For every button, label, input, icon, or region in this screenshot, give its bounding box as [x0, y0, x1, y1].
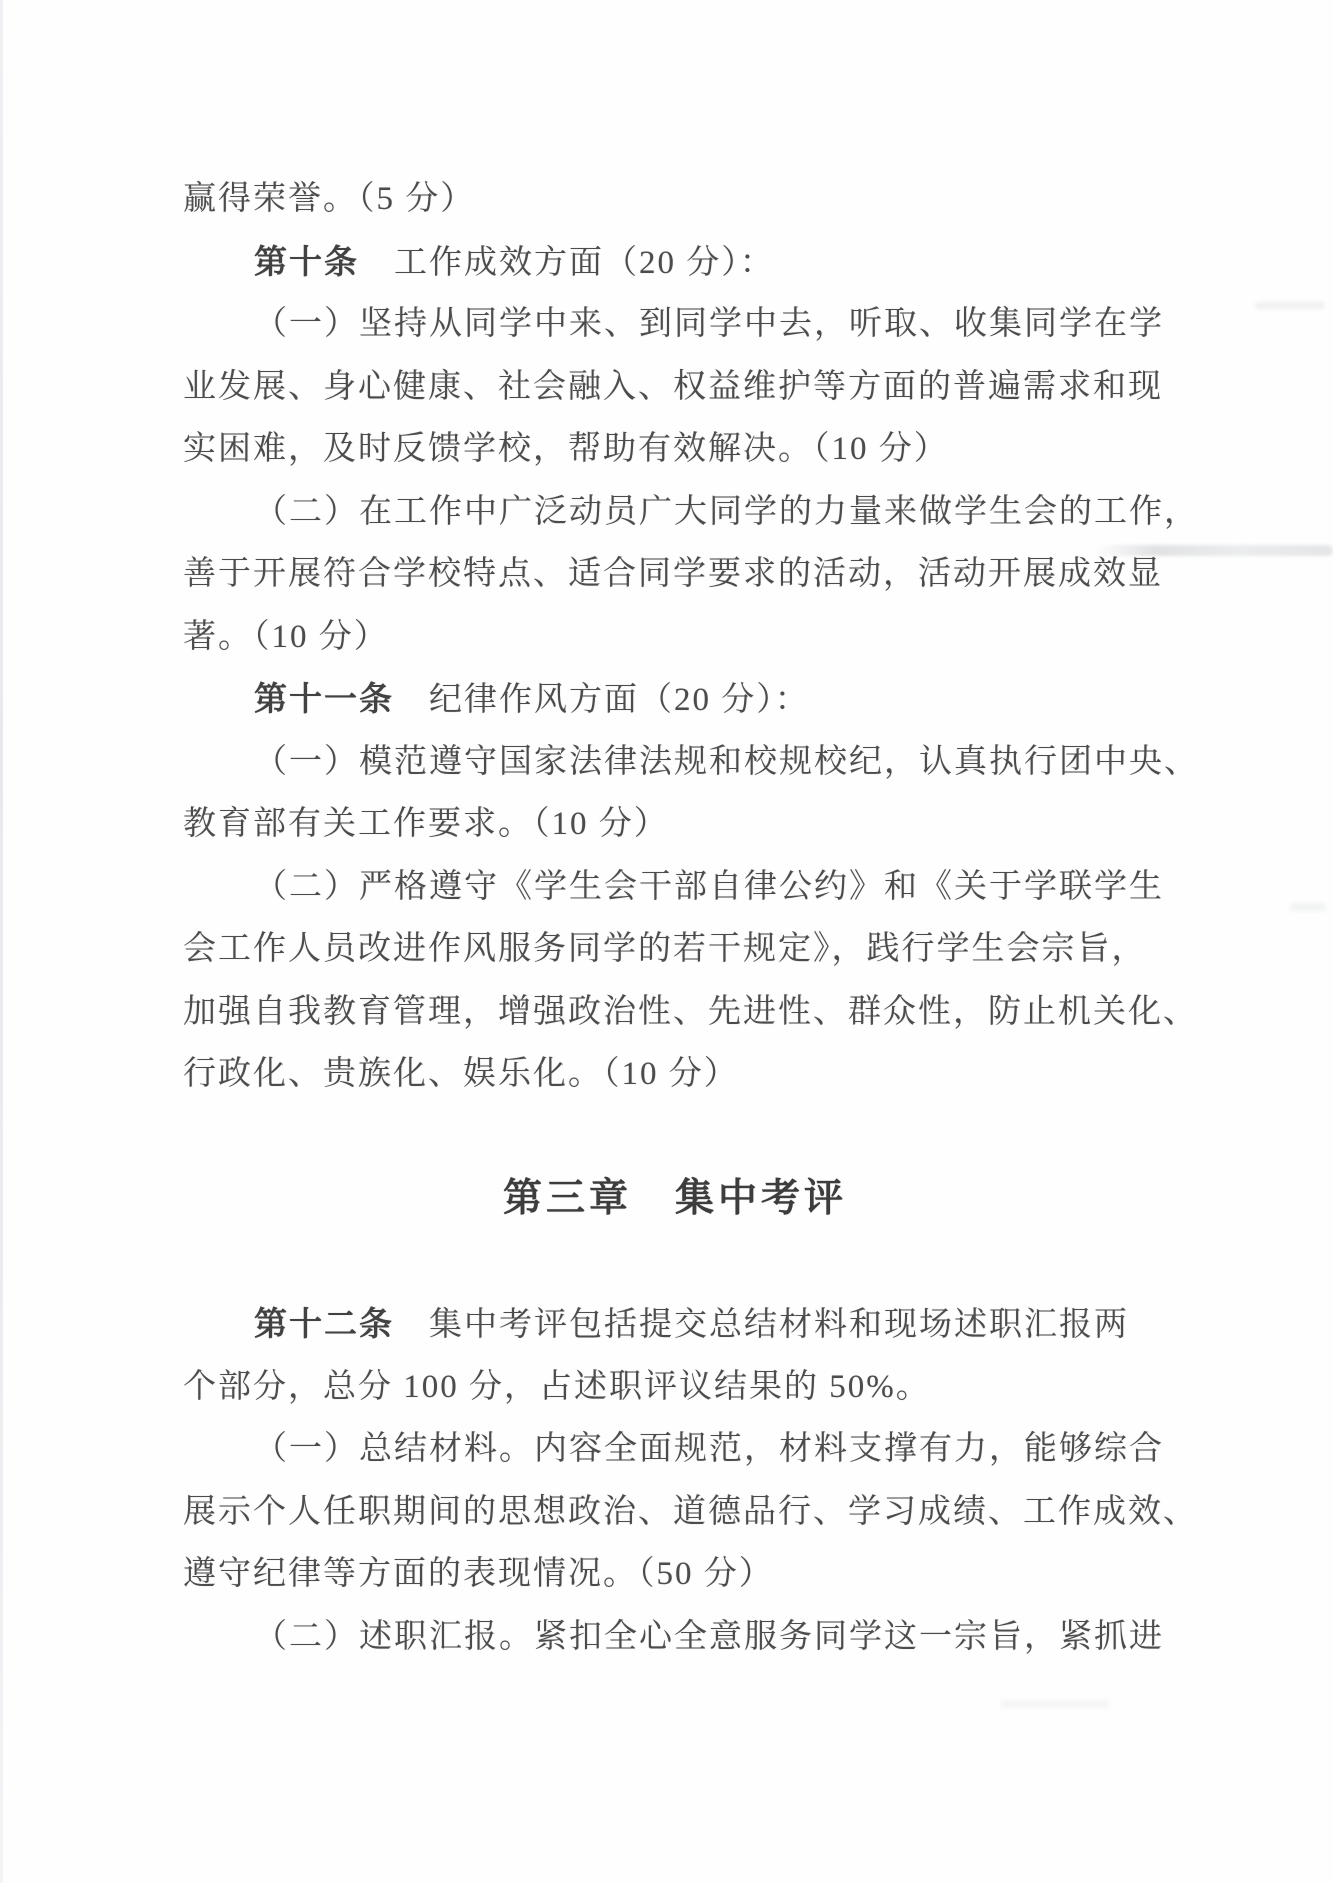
line-text: 业发展、身心健康、社会融入、权益维护等方面的普遍需求和现	[183, 368, 1163, 405]
line-text: （二）严格遵守《学生会干部自律公约》和《关于学联学生	[254, 868, 1164, 905]
line-text: 展示个人任职期间的思想政治、道德品行、学习成绩、工作成效、	[183, 1493, 1198, 1530]
text-line	[183, 1418, 1167, 1481]
text-line	[183, 1356, 1167, 1419]
text-line	[183, 418, 1167, 481]
text-line	[183, 481, 1199, 544]
line-text: （一）坚持从同学中来、到同学中去，听取、收集同学在学	[254, 306, 1164, 342]
text-line	[183, 356, 1167, 419]
line-text: 赢得荣誉。（5 分）	[183, 181, 476, 217]
text-line-article-12	[183, 1293, 1167, 1356]
line-text: 遵守纪律等方面的表现情况。（50 分）	[183, 1556, 774, 1592]
text-block	[183, 168, 1199, 1668]
line-text: 加强自我教育管理，增强政治性、先进性、群众性，防止机关化、	[183, 993, 1198, 1030]
line-text: 善于开展符合学校特点、适合同学要求的活动，活动开展成效显	[183, 556, 1163, 592]
text-line	[183, 793, 1167, 856]
text-line-article-11	[183, 668, 1167, 731]
text-line	[183, 1481, 1198, 1544]
line-text: 教育部有关工作要求。（10 分）	[183, 806, 669, 842]
text-line	[183, 856, 1167, 919]
line-text: 实困难，及时反馈学校，帮助有效解决。（10 分）	[183, 431, 949, 467]
article-number: 第十二条	[254, 1305, 394, 1342]
line-text: （一）模范遵守国家法律法规和校规校纪，认真执行团中央、	[254, 743, 1199, 780]
article-number: 第十一条	[254, 680, 394, 717]
scan-smudge-artifact	[1290, 903, 1326, 911]
text-line	[183, 731, 1199, 794]
article-number: 第十条	[254, 242, 359, 280]
scan-smudge-artifact	[1000, 1700, 1110, 1708]
line-text: 会工作人员改进作风服务同学的若干规定》，践行学生会宗旨，	[183, 931, 1147, 967]
text-line	[183, 981, 1198, 1044]
chapter-heading: 第三章 集中考评	[502, 1176, 847, 1220]
line-text: 著。（10 分）	[183, 618, 389, 655]
text-line	[183, 1043, 1167, 1106]
scan-edge-artifact	[0, 0, 3, 1883]
text-line	[183, 606, 1167, 669]
line-text: 工作成效方面（20 分）：	[359, 244, 775, 281]
line-text: 个部分，总分 100 分，占述职评议结果的 50%。	[183, 1368, 931, 1405]
text-line-article-10	[183, 231, 1167, 294]
text-line	[183, 168, 1167, 231]
line-text: 行政化、贵族化、娱乐化。（10 分）	[183, 1056, 739, 1092]
line-text: 纪律作风方面（20 分）：	[394, 682, 810, 718]
line-text: （二）述职汇报。紧扣全心全意服务同学这一宗旨，紧抓进	[254, 1618, 1164, 1655]
text-line	[183, 918, 1167, 981]
text-line	[183, 293, 1167, 356]
line-text: 集中考评包括提交总结材料和现场述职汇报两	[394, 1307, 1129, 1343]
text-line	[183, 1543, 1167, 1606]
text-line	[183, 543, 1167, 606]
text-line	[183, 1606, 1167, 1669]
scan-smudge-artifact	[1255, 302, 1325, 309]
line-text: （一）总结材料。内容全面规范，材料支撑有力，能够综合	[254, 1431, 1164, 1467]
line-text: （二）在工作中广泛动员广大同学的力量来做学生会的工作，	[254, 493, 1199, 530]
